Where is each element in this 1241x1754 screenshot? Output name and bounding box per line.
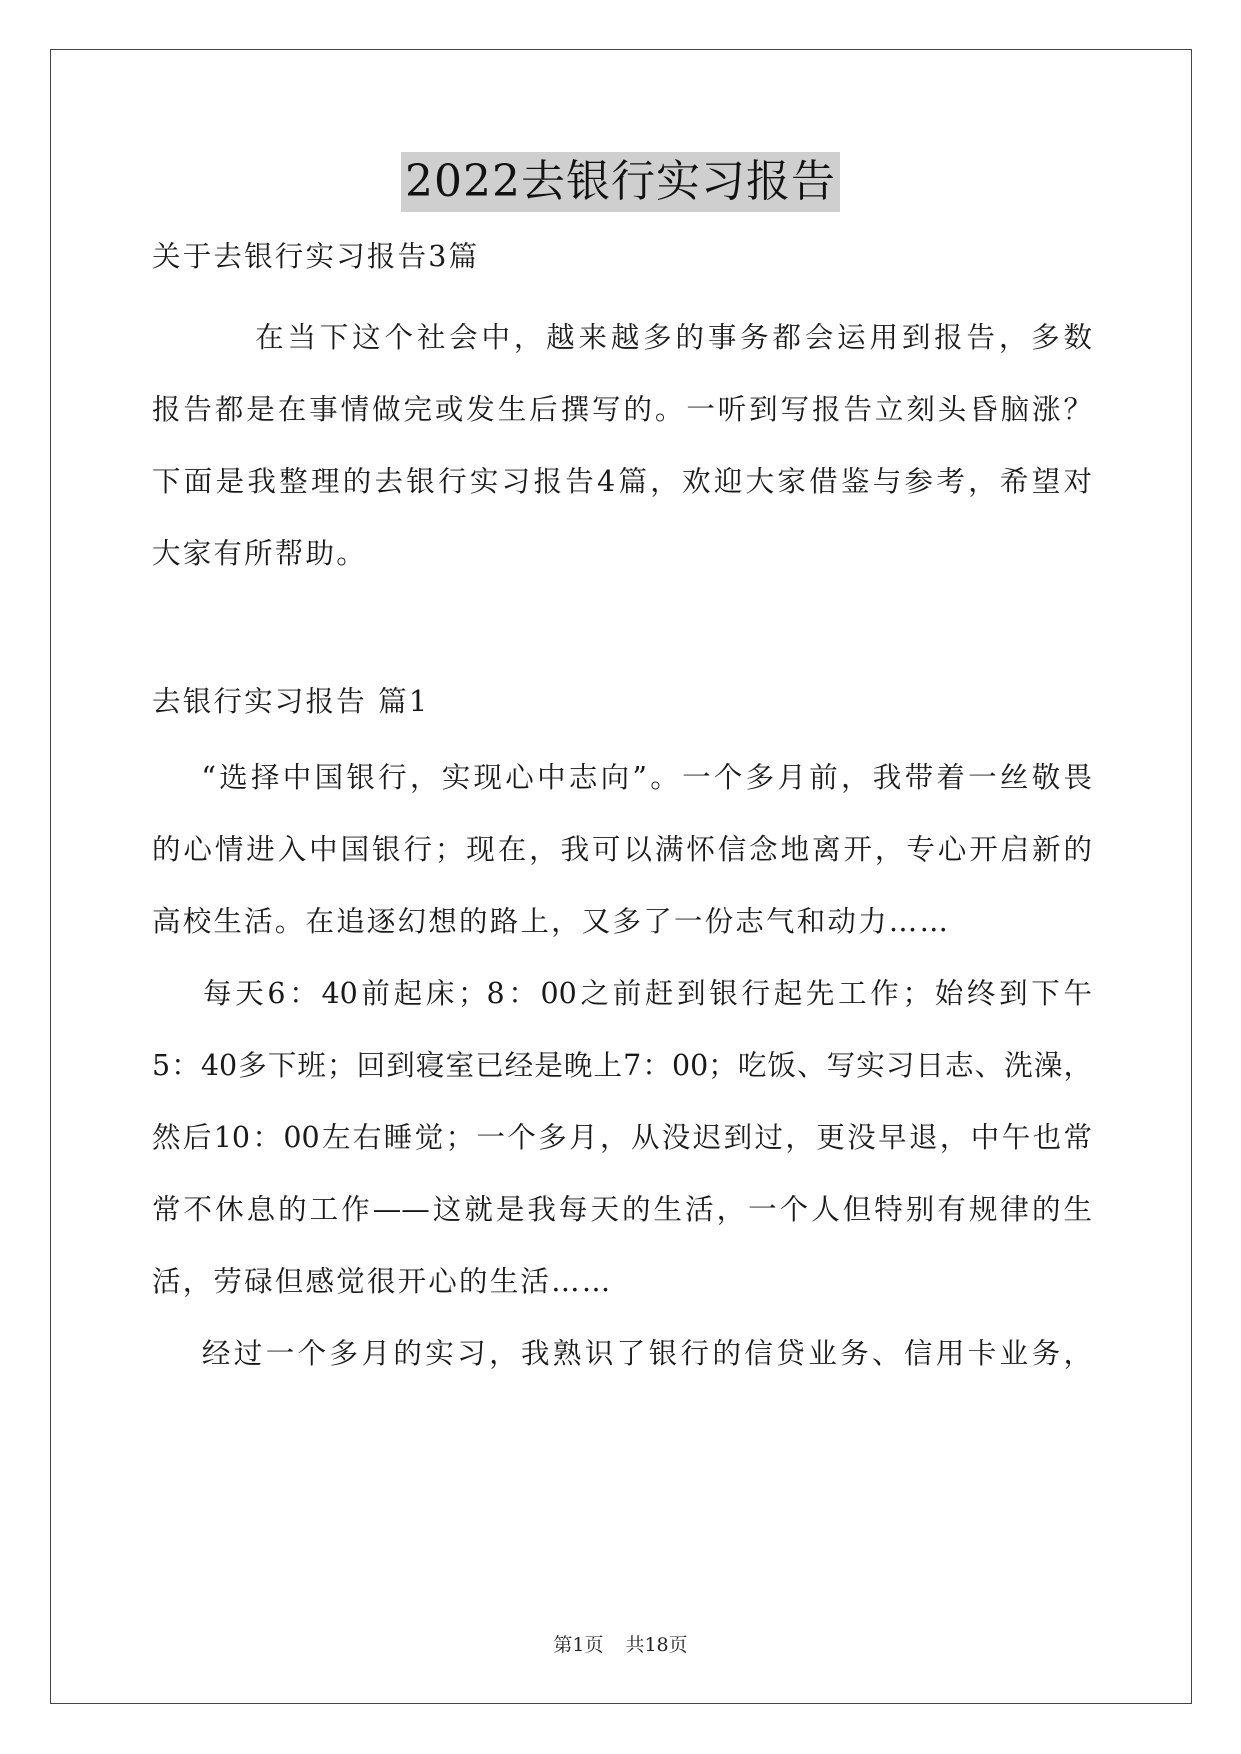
page-total: 共18页 <box>625 1634 688 1656</box>
text-line: “选择中国银行，实现心中志向”。一个多月前，我带着一丝敬畏 <box>152 761 1092 794</box>
page-number: 第1页 <box>553 1634 604 1656</box>
text-line: 然后10：00左右睡觉；一个多月，从没迟到过，更没早退，中午也常 <box>152 1121 1092 1154</box>
text-line: 报告都是在事情做完或发生后撰写的。一听到写报告立刻头昏脑涨？ <box>152 393 1092 426</box>
title-container <box>0 152 1241 212</box>
subtitle: 关于去银行实习报告3篇 <box>152 240 480 273</box>
page-border <box>50 49 1192 1704</box>
text-line: 每天6：40前起床；8：00之前赶到银行起先工作；始终到下午 <box>152 977 1092 1010</box>
text-line: 的心情进入中国银行；现在，我可以满怀信念地离开，专心开启新的 <box>152 833 1092 866</box>
text-line: 在当下这个社会中，越来越多的事务都会运用到报告，多数 <box>152 321 1092 354</box>
document-title: 2022去银行实习报告 <box>401 152 840 212</box>
section-heading: 去银行实习报告 篇1 <box>152 685 430 718</box>
text-line: 常不休息的工作——这就是我每天的生活，一个人但特别有规律的生 <box>152 1193 1092 1226</box>
text-line: 高校生活。在追逐幻想的路上，又多了一份志气和动力…… <box>152 905 951 938</box>
text-line: 下面是我整理的去银行实习报告4篇，欢迎大家借鉴与参考，希望对 <box>152 465 1092 498</box>
text-line: 大家有所帮助。 <box>152 537 367 570</box>
page-footer <box>0 1630 1241 1657</box>
text-line: 5：40多下班；回到寝室已经是晚上7：00；吃饭、写实习日志、洗澡， <box>152 1049 1092 1082</box>
text-line: 经过一个多月的实习，我熟识了银行的信贷业务、信用卡业务， <box>152 1337 1092 1370</box>
text-line: 活，劳碌但感觉很开心的生活…… <box>152 1265 613 1298</box>
